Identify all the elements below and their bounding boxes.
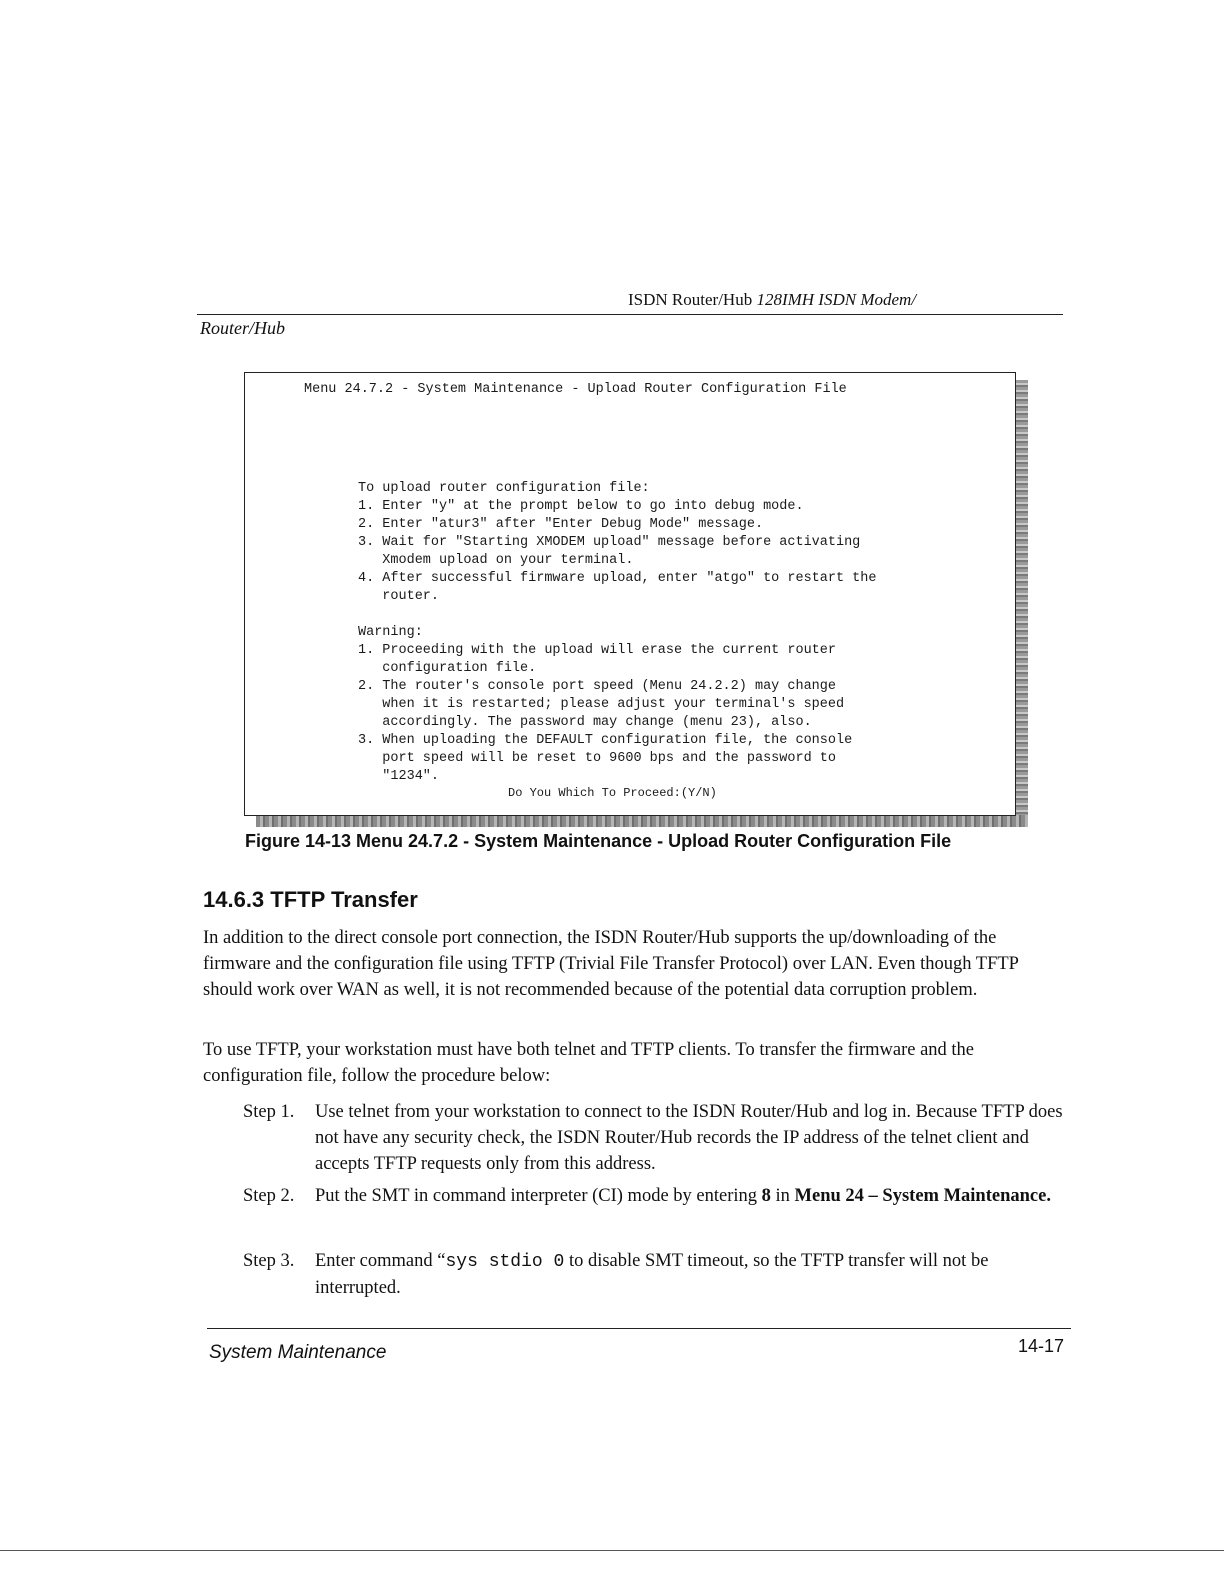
footer-chapter-title: System Maintenance — [209, 1342, 387, 1363]
section-heading: 14.6.3 TFTP Transfer — [203, 887, 418, 912]
step-menu-reference: Menu 24 – System Maintenance. — [794, 1186, 1051, 1206]
step-text-before: Put the SMT in command interpreter (CI) mode by entering — [315, 1186, 762, 1206]
body-paragraph: To use TFTP, your workstation must have both telnet and TFTP clients. To transfer the firmware and the configuration file, follow the procedure below: — [203, 1040, 975, 1086]
step-label: Step 3. — [243, 1251, 295, 1271]
step-text — [315, 1183, 1073, 1209]
step-command: sys stdio 0 — [445, 1252, 565, 1272]
procedure-step — [243, 1183, 1073, 1209]
terminal-menu-title: Menu 24.7.2 - System Maintenance - Upload Router Configuration File — [304, 382, 847, 397]
header-model: 128IMH ISDN Modem/ — [756, 290, 917, 309]
step-text-mid: in — [770, 1186, 795, 1206]
header-prefix: ISDN Router/Hub — [628, 290, 757, 309]
header-rule — [197, 314, 1063, 315]
terminal-step-1: 1. Enter "y" at the prompt below to go into debug mode. — [358, 499, 804, 514]
step-label: Step 1. — [243, 1102, 295, 1122]
footer-rule — [207, 1328, 1071, 1329]
terminal-prompt: Do You Which To Proceed:(Y/N) — [508, 786, 717, 800]
scan-edge-rule — [0, 1550, 1224, 1551]
step-text — [315, 1248, 1073, 1301]
step-text-after: to disable SMT timeout, so the TFTP transfer will not be interrupted. — [315, 1251, 989, 1298]
step-text: Use telnet from your workstation to connect to the ISDN Router/Hub and log in. Because TFTP does not have any security check, the ISDN Router/Hub records the IP address of the telnet client and accepts TFTP requests only from this address. — [315, 1102, 1063, 1174]
step-option-value: 8 — [761, 1186, 771, 1206]
running-header-subtitle: Router/Hub — [200, 318, 285, 338]
terminal-intro: To upload router configuration file: — [358, 481, 650, 496]
terminal-warning-2: 2. The router's console port speed (Menu 24.2.2) may change when it is restarted; please adjust your terminal's speed accordingly. The password may change (menu 23), also. — [358, 679, 845, 730]
terminal-warning-label: Warning: — [358, 625, 423, 640]
procedure-step — [243, 1248, 1073, 1301]
terminal-shadow-bottom — [256, 815, 1028, 827]
step-label: Step 2. — [243, 1186, 295, 1206]
figure-caption: Figure 14-13 Menu 24.7.2 - System Maintenance - Upload Router Configuration File — [245, 831, 952, 851]
footer-page-number: 14-17 — [1018, 1336, 1065, 1356]
terminal-warning-3: 3. When uploading the DEFAULT configuration file, the console port speed will be reset to 9600 bps and the password to "1234". — [358, 733, 853, 784]
terminal-step-2: 2. Enter "atur3" after "Enter Debug Mode" message. — [358, 517, 764, 532]
terminal-step-4: 4. After successful firmware upload, enter "atgo" to restart the router. — [358, 571, 877, 604]
step-text-before: Enter command “ — [315, 1251, 446, 1271]
running-header-title — [628, 290, 916, 310]
body-paragraph: In addition to the direct console port connection, the ISDN Router/Hub supports the up/downloading of the firmware and the configuration file using TFTP (Trivial File Transfer Protocol) over LAN. Even though TFTP should work over WAN as well, it is not recommended because of the potential data corruption problem. — [203, 928, 1019, 1000]
procedure-step — [243, 1099, 1073, 1177]
terminal-warning-1: 1. Proceeding with the upload will erase the current router configuration file. — [358, 643, 836, 676]
terminal-step-3: 3. Wait for "Starting XMODEM upload" message before activating Xmodem upload on your terminal. — [358, 535, 861, 568]
terminal-shadow-right — [1016, 380, 1028, 824]
